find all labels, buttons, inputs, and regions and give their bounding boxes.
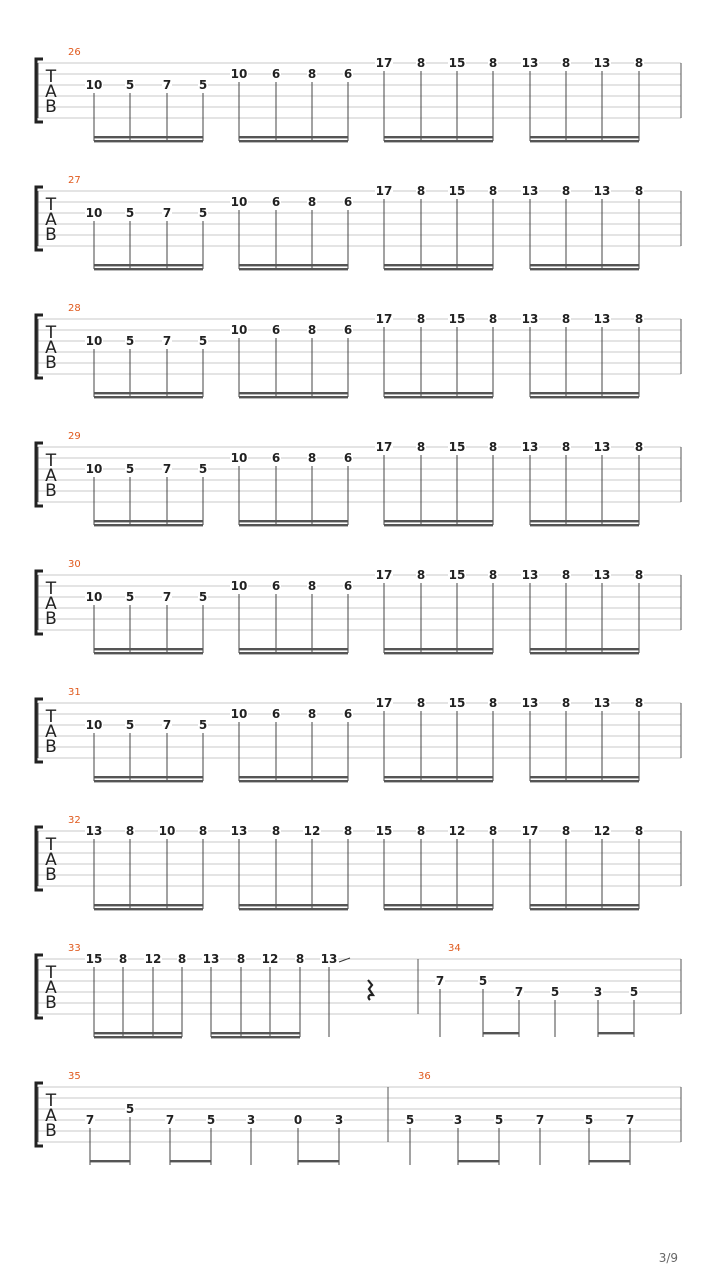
fret-number: 8: [343, 824, 353, 838]
fret-number: 5: [125, 206, 135, 220]
beam: [530, 524, 639, 526]
tab-clef-letter: A: [45, 978, 57, 998]
beam: [530, 136, 639, 138]
system-bracket: [36, 571, 43, 634]
tab-clef-letter: B: [45, 993, 57, 1013]
fret-number: 13: [521, 184, 539, 198]
tab-system: [36, 47, 681, 142]
fret-number: 8: [416, 440, 426, 454]
fret-number: 8: [198, 824, 208, 838]
tab-system: [36, 431, 681, 526]
fret-number: 10: [230, 579, 248, 593]
tab-clef-letter: T: [45, 579, 57, 599]
fret-number: 5: [198, 718, 208, 732]
fret-number: 3: [593, 985, 603, 999]
fret-number: 17: [375, 312, 393, 326]
fret-number: 6: [271, 195, 281, 209]
fret-number: 8: [307, 67, 317, 81]
tab-clef-letter: B: [45, 737, 57, 757]
tab-clef-letter: B: [45, 481, 57, 501]
beam: [94, 524, 203, 526]
tab-clef-letter: T: [45, 835, 57, 855]
beam: [94, 396, 203, 398]
tab-clef-letter: T: [45, 707, 57, 727]
fret-number: 6: [271, 451, 281, 465]
fret-number: 5: [584, 1113, 594, 1127]
beam: [90, 1160, 130, 1162]
beam: [94, 136, 203, 138]
beam: [239, 140, 348, 142]
fret-number: 5: [198, 334, 208, 348]
system-bracket: [36, 955, 43, 1018]
fret-number: 15: [448, 568, 466, 582]
fret-number: 5: [125, 78, 135, 92]
fret-number: 7: [162, 718, 172, 732]
beam: [384, 780, 493, 782]
fret-number: 13: [521, 568, 539, 582]
beam: [530, 908, 639, 910]
fret-number: 5: [198, 590, 208, 604]
fret-number: 13: [202, 952, 220, 966]
beam: [384, 264, 493, 266]
tab-clef-letter: T: [45, 963, 57, 983]
fret-number: 10: [230, 195, 248, 209]
fret-number: 13: [593, 312, 611, 326]
beam: [94, 908, 203, 910]
system-bracket: [36, 699, 43, 762]
fret-number: 6: [343, 579, 353, 593]
measure-number: 27: [68, 175, 81, 186]
fret-number: 5: [206, 1113, 216, 1127]
fret-number: 5: [198, 78, 208, 92]
fret-number: 10: [85, 206, 103, 220]
beam: [384, 140, 493, 142]
beam: [530, 392, 639, 394]
beam: [384, 904, 493, 906]
fret-number: 8: [634, 568, 644, 582]
fret-number: 8: [236, 952, 246, 966]
fret-number: 8: [416, 568, 426, 582]
fret-number: 6: [343, 67, 353, 81]
fret-number: 8: [488, 184, 498, 198]
tab-system: [36, 1071, 681, 1165]
measure-number: 32: [68, 815, 81, 826]
beam: [239, 392, 348, 394]
fret-number: 17: [375, 184, 393, 198]
quarter-rest: [368, 980, 373, 1000]
fret-number: 8: [307, 323, 317, 337]
fret-number: 10: [85, 78, 103, 92]
fret-number: 13: [593, 56, 611, 70]
fret-number: 10: [230, 67, 248, 81]
beam: [384, 136, 493, 138]
fret-number: 8: [561, 184, 571, 198]
beam: [239, 652, 348, 654]
tab-clef-letter: B: [45, 609, 57, 629]
page-number: 3/9: [658, 1251, 678, 1265]
fret-number: 17: [375, 56, 393, 70]
tab-clef-letter: B: [45, 97, 57, 117]
beam: [598, 1032, 634, 1034]
beam: [94, 140, 203, 142]
fret-number: 6: [271, 707, 281, 721]
beam: [94, 392, 203, 394]
beam: [211, 1032, 300, 1034]
beam: [530, 648, 639, 650]
fret-number: 8: [561, 312, 571, 326]
tab-clef-letter: B: [45, 1121, 57, 1141]
tab-clef-letter: A: [45, 466, 57, 486]
fret-number: 3: [453, 1113, 463, 1127]
beam: [530, 140, 639, 142]
measure-number: 28: [68, 303, 81, 314]
beam: [94, 520, 203, 522]
beam: [530, 652, 639, 654]
tab-clef-letter: A: [45, 850, 57, 870]
fret-number: 13: [521, 312, 539, 326]
beam: [530, 520, 639, 522]
beam: [94, 776, 203, 778]
fret-number: 5: [405, 1113, 415, 1127]
fret-number: 3: [246, 1113, 256, 1127]
fret-number: 5: [198, 206, 208, 220]
beam: [94, 268, 203, 270]
fret-number: 10: [230, 707, 248, 721]
system-bracket: [36, 1083, 43, 1146]
measure-number: 34: [448, 943, 461, 954]
fret-number: 8: [488, 56, 498, 70]
tab-clef-letter: A: [45, 594, 57, 614]
tab-clef-letter: A: [45, 722, 57, 742]
fret-number: 8: [561, 440, 571, 454]
fret-number: 5: [125, 1102, 135, 1116]
fret-number: 13: [593, 568, 611, 582]
fret-number: 7: [162, 590, 172, 604]
measure-number: 33: [68, 943, 81, 954]
fret-number: 8: [488, 824, 498, 838]
fret-number: 8: [307, 195, 317, 209]
fret-number: 7: [165, 1113, 175, 1127]
fret-number: 5: [125, 334, 135, 348]
fret-number: 13: [593, 696, 611, 710]
tab-clef-letter: A: [45, 210, 57, 230]
tab-clef-letter: T: [45, 67, 57, 87]
fret-number: 8: [561, 824, 571, 838]
fret-number: 8: [177, 952, 187, 966]
fret-number: 17: [375, 440, 393, 454]
fret-number: 7: [514, 985, 524, 999]
fret-number: 10: [85, 718, 103, 732]
fret-number: 5: [629, 985, 639, 999]
fret-number: 7: [625, 1113, 635, 1127]
fret-number: 12: [144, 952, 162, 966]
fret-number: 8: [416, 824, 426, 838]
fret-number: 8: [416, 312, 426, 326]
beam: [239, 908, 348, 910]
fret-number: 17: [521, 824, 539, 838]
beam: [384, 520, 493, 522]
fret-number: 5: [198, 462, 208, 476]
tab-clef-letter: A: [45, 1106, 57, 1126]
fret-number: 15: [448, 312, 466, 326]
fret-number: 13: [593, 184, 611, 198]
measure-number: 26: [68, 47, 81, 58]
fret-number: 13: [521, 56, 539, 70]
fret-number: 6: [343, 323, 353, 337]
tab-system: [36, 559, 681, 654]
fret-number: 8: [416, 696, 426, 710]
beam: [239, 268, 348, 270]
fret-number: 8: [271, 824, 281, 838]
beam: [94, 1032, 182, 1034]
fret-number: 0: [293, 1113, 303, 1127]
fret-number: 3: [334, 1113, 344, 1127]
beam: [239, 520, 348, 522]
fret-number: 15: [448, 56, 466, 70]
beam: [458, 1160, 499, 1162]
fret-number: 7: [535, 1113, 545, 1127]
system-bracket: [36, 443, 43, 506]
tab-clef-letter: B: [45, 225, 57, 245]
fret-number: 8: [118, 952, 128, 966]
system-bracket: [36, 187, 43, 250]
fret-number: 8: [634, 440, 644, 454]
fret-number: 8: [488, 568, 498, 582]
tab-system: [36, 687, 681, 782]
beam: [239, 780, 348, 782]
fret-number: 8: [488, 440, 498, 454]
beam: [94, 648, 203, 650]
fret-number: 12: [448, 824, 466, 838]
fret-number: 8: [561, 56, 571, 70]
beam: [94, 652, 203, 654]
fret-number: 10: [158, 824, 176, 838]
beam: [384, 652, 493, 654]
tab-clef-letter: B: [45, 865, 57, 885]
fret-number: 10: [230, 323, 248, 337]
fret-number: 7: [162, 334, 172, 348]
beam: [530, 268, 639, 270]
beam: [384, 392, 493, 394]
fret-number: 8: [561, 568, 571, 582]
system-bracket: [36, 59, 43, 122]
fret-number: 8: [307, 707, 317, 721]
fret-number: 8: [634, 696, 644, 710]
fret-number: 8: [634, 824, 644, 838]
beam: [530, 780, 639, 782]
beam: [530, 776, 639, 778]
beam: [384, 648, 493, 650]
measure-number: 36: [418, 1071, 431, 1082]
measure-number: 35: [68, 1071, 81, 1082]
fret-number: 17: [375, 696, 393, 710]
beam: [239, 648, 348, 650]
fret-number: 7: [85, 1113, 95, 1127]
beam: [94, 264, 203, 266]
fret-number: 8: [488, 312, 498, 326]
beam: [239, 904, 348, 906]
beam: [239, 136, 348, 138]
fret-number: 13: [521, 696, 539, 710]
fret-number: 13: [320, 952, 338, 966]
fret-number: 15: [448, 440, 466, 454]
measure-number: 29: [68, 431, 81, 442]
fret-number: 8: [634, 56, 644, 70]
fret-number: 6: [343, 195, 353, 209]
fret-number: 5: [478, 974, 488, 988]
tab-system: [36, 943, 681, 1038]
fret-number: 5: [125, 590, 135, 604]
measure-number: 31: [68, 687, 81, 698]
fret-number: 6: [271, 323, 281, 337]
fret-number: 5: [125, 718, 135, 732]
fret-number: 7: [162, 78, 172, 92]
beam: [589, 1160, 630, 1162]
tab-system: [36, 303, 681, 398]
fret-number: 12: [593, 824, 611, 838]
fret-number: 8: [416, 184, 426, 198]
fret-number: 10: [85, 590, 103, 604]
beam: [530, 904, 639, 906]
tab-clef-letter: T: [45, 195, 57, 215]
system-bracket: [36, 827, 43, 890]
fret-number: 5: [125, 462, 135, 476]
fret-number: 13: [230, 824, 248, 838]
tab-clef-letter: A: [45, 338, 57, 358]
fret-number: 13: [521, 440, 539, 454]
fret-number: 7: [162, 462, 172, 476]
fret-number: 12: [261, 952, 279, 966]
fret-number: 5: [550, 985, 560, 999]
fret-number: 6: [343, 451, 353, 465]
fret-number: 7: [162, 206, 172, 220]
fret-number: 15: [448, 184, 466, 198]
fret-number: 6: [271, 579, 281, 593]
fret-number: 8: [125, 824, 135, 838]
fret-number: 13: [593, 440, 611, 454]
fret-number: 8: [488, 696, 498, 710]
fret-number: 8: [416, 56, 426, 70]
fret-number: 15: [375, 824, 393, 838]
tab-clef-letter: B: [45, 353, 57, 373]
beam: [239, 396, 348, 398]
beam: [384, 268, 493, 270]
beam: [384, 908, 493, 910]
fret-number: 8: [634, 312, 644, 326]
tab-clef-letter: T: [45, 451, 57, 471]
fret-number: 7: [435, 974, 445, 988]
fret-number: 6: [271, 67, 281, 81]
system-bracket: [36, 315, 43, 378]
tab-clef-letter: T: [45, 323, 57, 343]
beam: [170, 1160, 211, 1162]
fret-number: 15: [448, 696, 466, 710]
fret-number: 10: [85, 334, 103, 348]
beam: [384, 776, 493, 778]
fret-number: 17: [375, 568, 393, 582]
fret-number: 6: [343, 707, 353, 721]
tab-system: [36, 175, 681, 270]
fret-number: 10: [230, 451, 248, 465]
beam: [239, 776, 348, 778]
measure-number: 30: [68, 559, 81, 570]
fret-number: 5: [494, 1113, 504, 1127]
beam: [94, 780, 203, 782]
beam: [239, 524, 348, 526]
fret-number: 13: [85, 824, 103, 838]
fret-number: 8: [295, 952, 305, 966]
beam: [384, 524, 493, 526]
fret-number: 8: [634, 184, 644, 198]
fret-number: 12: [303, 824, 321, 838]
fret-number: 8: [307, 579, 317, 593]
tab-clef-letter: A: [45, 82, 57, 102]
fret-number: 8: [561, 696, 571, 710]
beam: [94, 1036, 182, 1038]
fret-number: 8: [307, 451, 317, 465]
beam: [239, 264, 348, 266]
fret-number: 15: [85, 952, 103, 966]
tab-system: [36, 815, 681, 910]
beam: [483, 1032, 519, 1034]
fret-number: 10: [85, 462, 103, 476]
beam: [94, 904, 203, 906]
beam: [384, 396, 493, 398]
beam: [298, 1160, 339, 1162]
beam: [211, 1036, 300, 1038]
beam: [530, 396, 639, 398]
tab-clef-letter: T: [45, 1091, 57, 1111]
beam: [530, 264, 639, 266]
